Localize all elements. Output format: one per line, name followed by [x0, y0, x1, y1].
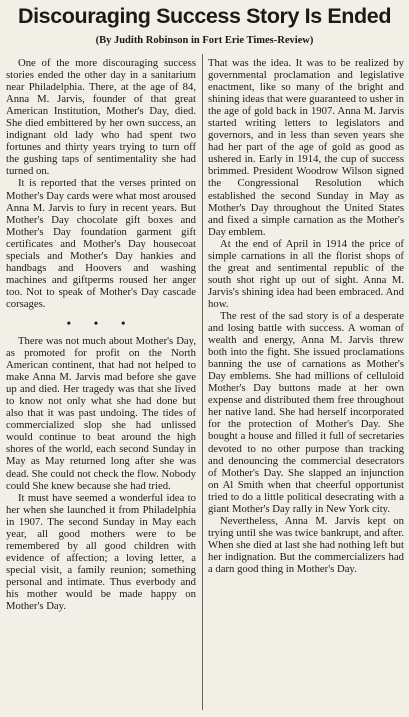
- column-divider: [202, 54, 203, 710]
- section-separator: • • •: [66, 315, 136, 330]
- paragraph-2: It is reported that the verses printed on Mother's Day cards were what most aroused Anna M. Jarvis to fury in recent years. But Mother's Day chocolate gift boxes and Mother's Day foundation garment gift certificates and Mother's Day housecoat specials and Mother's Day hankies and handbags and Hoovers and washing machines and giftperms roused her anger too. Not to speak of Mother's Day cascade corsages.: [6, 177, 196, 310]
- paragraph-1: One of the more discouraging success stories ended the other day in a sanitarium near Philadelphia. There, at the age of 84, Anna M. Jarvis, founder of that great American Institution, Mother's Day, died. She died embittered by her own success, an indignant old lady who had spent two fortunes and thirty years trying to turn off the gushing taps of sentimentality she had turned on.: [6, 57, 196, 178]
- paragraph-4: It must have seemed a wonderful idea to her when she launched it from Philadelphia in 1907. The second Sunday in May each year, all good mothers were to be remembered by all good children with evidence of affection; a loving letter, a special visit, a family reunion; something personal and intimate. Thus everbody and his mother would be made happy on Mother's Day.: [6, 491, 196, 613]
- article-byline: (By Judith Robinson in Fort Erie Times-Review): [95, 35, 314, 46]
- article-headline: Discouraging Success Story Is Ended: [17, 4, 392, 28]
- right-column: [208, 57, 404, 575]
- paragraph-5: That was the idea. It was to be realized by governmental proclamation and legislative enactment, like so many of the bright and shining ideas that were guaranteed to usher in the age of gold back in 1907. Anna M. Jarvis started writing letters to legislators and governors, and in less than seven years she had her part of the age of gold as good as ushered in. Early in 1914, the cup of success brimmed. President Woodrow Wilson signed the Congressional Resolution which established the second Sunday in May as Mother's Day throughout the United States and fixed a simple carnation as the Mother's Day emblem.: [208, 57, 404, 238]
- left-column: [6, 57, 196, 612]
- paragraph-8: Nevertheless, Anna M. Jarvis kept on trying until she was twice bankrupt, and after. When she died at last she had nothing left but her indignation. But the commercializers had a darn good thing in Mother's Day.: [208, 514, 404, 575]
- paragraph-7: The rest of the sad story is of a desperate and losing battle with success. A woman of wealth and energy, Anna M. Jarvis threw both into the fight. She issued proclamations banning the use of carnations as Mother's Day emblems. She had millions of celluloid Mother's Day buttons made at her own expense and distributed them free throughout her native land. She had herself incorporated for the protection of Mother's Day. She bought a house and filled it full of secretaries devoted to no other purpose than tracking and denouncing the commercial desecrators of Mother's Day. She slapped an injunction on Al Smith when that cheerful opportunist tried to do a little political desecrating with a giant Mother's Day rally in New York city.: [208, 309, 404, 515]
- paragraph-3: There was not much about Mother's Day, as promoted for profit on the North American continent, that had not helped to make Anna M. Jarvis mad before she gave up and died. Her tragedy was that she lived to know not only what she had done but also that it was past undoing. The tides of commercialized slop she had unlissed would continue to beat around the high shores of the world, each second Sunday in May as May returned long after she was dead. She could not check the flow. Nobody could She knew because she had tried.: [6, 334, 196, 492]
- paragraph-6: At the end of April in 1914 the price of simple carnations in all the florist shops of the great and sentimental republic of the south shot right up out of sight. Anna M. Jarvis's shining idea had been embraced. And how.: [208, 237, 404, 310]
